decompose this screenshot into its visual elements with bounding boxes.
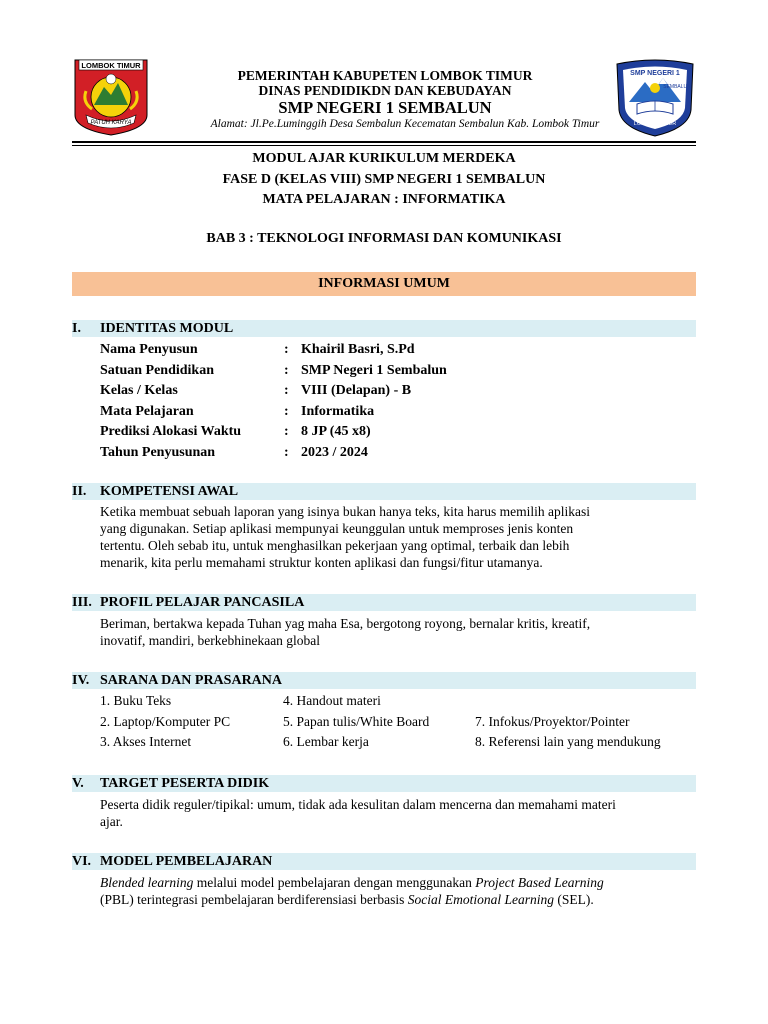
section-number: I.: [72, 321, 81, 336]
logo-left-top-text: LOMBOK TIMUR: [81, 61, 141, 70]
identitas-value: 8 JP (45 x8): [301, 424, 371, 439]
info-umum-banner: INFORMASI UMUM: [72, 272, 696, 296]
target-peserta-text: [100, 796, 696, 830]
logo-right-top-text: SMP NEGERI 1: [630, 70, 680, 77]
identitas-row: [100, 340, 500, 361]
header-rule-thin: [72, 145, 696, 146]
sarana-item: 4. Handout materi: [283, 693, 381, 708]
section-title: PROFIL PELAJAR PANCASILA: [100, 595, 305, 610]
header-rule-thick: [72, 141, 696, 143]
text-line: ajar.: [100, 814, 123, 829]
sarana-item: 1. Buku Teks: [100, 693, 172, 708]
identitas-colon: :: [284, 342, 289, 357]
sarana-list: [100, 691, 696, 753]
sarana-item: 5. Papan tulis/White Board: [283, 713, 430, 729]
model-pembelajaran-text: [100, 874, 696, 908]
identitas-row: [100, 381, 500, 402]
section-title: KOMPETENSI AWAL: [100, 484, 239, 499]
section-title: SARANA DAN PRASARANA: [100, 673, 283, 688]
term-social-emotional-learning: Social Emotional Learning: [407, 892, 555, 907]
section-title: TARGET PESERTA DIDIK: [100, 776, 270, 791]
title-line-1: MODUL AJAR KURIKULUM MERDEKA: [252, 151, 516, 166]
logo-right-bottom-text: LOMBOK TIMUR: [633, 121, 677, 127]
profil-pancasila-text: [100, 615, 696, 649]
identitas-label: Mata Pelajaran: [100, 403, 194, 419]
identitas-value: Khairil Basri, S.Pd: [301, 342, 415, 357]
identitas-label: Nama Penyusun: [100, 342, 198, 357]
text-line: menarik, kita perlu memahami struktur konten aplikasi dan fungsi/fitur utamanya.: [100, 555, 543, 570]
document-title: [72, 149, 696, 211]
chapter-title: BAB 3 : TEKNOLOGI INFORMASI DAN KOMUNIKASI: [206, 231, 562, 246]
section-target-peserta-didik: [72, 775, 696, 792]
lombok-timur-logo: [72, 57, 150, 137]
text-fragment: melalui model pembelajaran dengan menggunakan: [193, 875, 476, 890]
identitas-row: [100, 361, 500, 382]
text-line: Peserta didik reguler/tipikal: umum, tidak ada kesulitan dalam mencerna dan memahami materi: [100, 797, 616, 812]
title-line-3: MATA PELAJARAN : INFORMATIKA: [262, 192, 506, 207]
identitas-label: Prediksi Alokasi Waktu: [100, 424, 242, 439]
identitas-table: [100, 340, 500, 463]
section-identitas-modul: [72, 320, 696, 337]
text-line: [100, 874, 696, 891]
text-fragment: (SEL).: [554, 892, 594, 907]
sarana-item: 6. Lembar kerja: [283, 734, 369, 749]
text-line: [100, 891, 696, 908]
government-line: PEMERINTAH KABUPETEN LOMBOK TIMUR: [237, 68, 533, 83]
text-line: inovatif, mandiri, berkebhinekaan global: [100, 633, 321, 648]
identitas-row: [100, 422, 500, 443]
section-number: V.: [72, 776, 84, 791]
section-number: IV.: [72, 673, 90, 688]
sarana-item: 3. Akses Internet: [100, 734, 192, 749]
text-fragment: (PBL) terintegrasi pembelajaran berdiferensiasi berbasis: [100, 892, 408, 907]
school-name: SMP NEGERI 1 SEMBALUN: [278, 98, 492, 117]
section-title: MODEL PEMBELAJARAN: [100, 854, 273, 869]
sarana-row: [100, 732, 696, 753]
kompetensi-awal-text: [100, 503, 696, 571]
identitas-colon: :: [284, 403, 289, 419]
identitas-value: VIII (Delapan) - B: [301, 383, 412, 398]
identitas-label: Kelas / Kelas: [100, 383, 178, 398]
identitas-label: Satuan Pendidikan: [100, 362, 214, 378]
sarana-row: [100, 691, 696, 712]
logo-left-bottom-text: PATUH KARYA: [90, 120, 132, 126]
identitas-row: [100, 443, 500, 464]
title-line-2: FASE D (KELAS VIII) SMP NEGERI 1 SEMBALUN: [222, 171, 546, 187]
section-sarana-prasarana: [72, 672, 696, 689]
department-line: DINAS PENDIDIKDN DAN KEBUDAYAN: [258, 83, 512, 98]
section-number: II.: [72, 484, 87, 499]
sarana-item: 8. Referensi lain yang mendukung: [475, 734, 661, 749]
identitas-colon: :: [284, 424, 289, 439]
text-line: Ketika membuat sebuah laporan yang isinya bukan hanya teks, kita harus memilih aplikasi: [100, 504, 590, 519]
identitas-colon: :: [284, 444, 289, 460]
identitas-colon: :: [284, 362, 289, 378]
smp-negeri-1-sembalun-logo: [611, 58, 699, 138]
section-kompetensi-awal: [72, 483, 696, 500]
section-number: VI.: [72, 854, 92, 869]
identitas-value: 2023 / 2024: [301, 444, 368, 460]
sarana-item: 7. Infokus/Proyektor/Pointer: [475, 713, 630, 729]
term-project-based-learning: Project Based Learning: [475, 875, 604, 890]
section-profil-pelajar-pancasila: [72, 594, 696, 611]
sarana-row: [100, 712, 696, 733]
identitas-label: Tahun Penyusunan: [100, 444, 216, 460]
section-title: IDENTITAS MODUL: [100, 321, 234, 336]
text-line: yang digunakan. Setiap aplikasi mempunyai keunggulan untuk memproses jenis konten: [100, 521, 574, 536]
section-number: III.: [72, 595, 92, 610]
section-model-pembelajaran: [72, 853, 696, 870]
sarana-item: 2. Laptop/Komputer PC: [100, 713, 231, 729]
identitas-colon: :: [284, 383, 289, 398]
identitas-value: Informatika: [301, 403, 375, 419]
text-line: Beriman, bertakwa kepada Tuhan yag maha Esa, bergotong royong, bernalar kritis, kreatif,: [100, 616, 591, 631]
identitas-value: SMP Negeri 1 Sembalun: [301, 362, 447, 378]
school-address: Alamat: Jl.Pe.Luminggih Desa Sembalun Kecematan Sembalun Kab. Lombok Timur: [210, 118, 600, 130]
text-line: tertentu. Oleh sebab itu, untuk menghasilkan pekerjaan yang optimal, terbaik dan lebih: [100, 538, 570, 553]
term-blended-learning: Blended learning: [100, 875, 194, 890]
letterhead: [150, 68, 620, 132]
logo-right-mid-text: SEMBALUN: [663, 84, 691, 90]
identitas-row: [100, 402, 500, 423]
